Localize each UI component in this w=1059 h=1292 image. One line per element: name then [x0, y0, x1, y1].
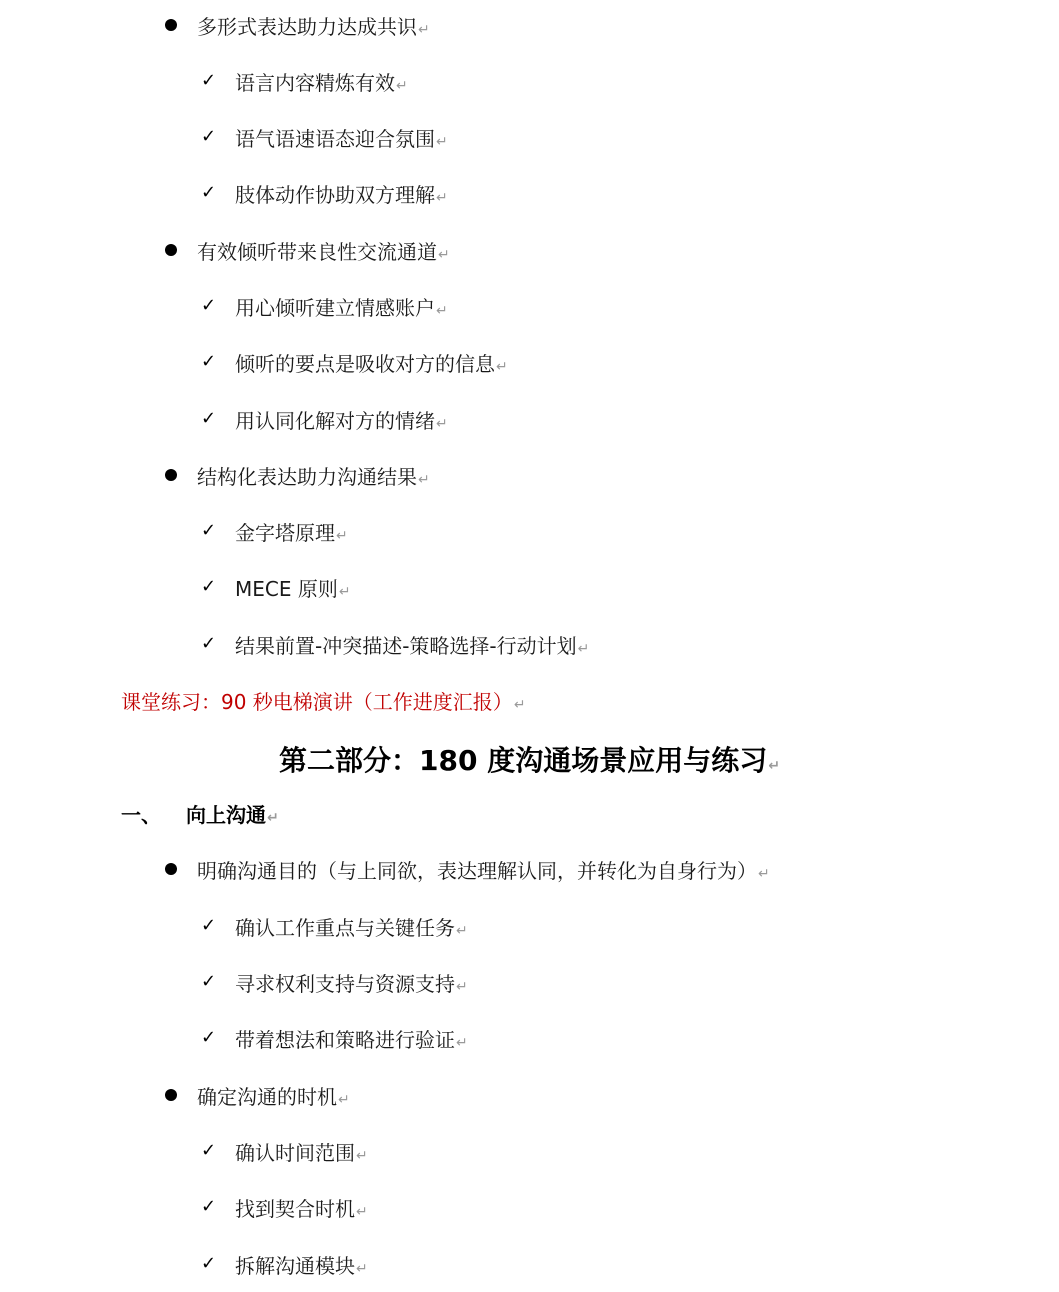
paragraph-mark-icon: ↵ — [456, 978, 468, 995]
checkmark-icon: ✓ — [201, 1140, 217, 1161]
paragraph-mark-icon: ↵ — [336, 527, 348, 544]
bullet-dot-icon — [165, 863, 177, 875]
line-text-wrap — [235, 1137, 368, 1166]
paragraph-mark-icon: ↵ — [758, 865, 770, 882]
line-text-wrap — [235, 123, 448, 152]
line-text-wrap — [235, 348, 508, 377]
paragraph-mark-icon: ↵ — [496, 358, 508, 375]
line-text-wrap — [235, 292, 448, 321]
checkmark-icon: ✓ — [201, 295, 217, 316]
line-text: 金字塔原理 — [235, 520, 335, 545]
paragraph-mark-icon: ↵ — [418, 471, 430, 488]
line-text: 拆解沟通模块 — [235, 1253, 355, 1278]
paragraph-mark-icon: ↵ — [356, 1260, 368, 1277]
line-text-wrap — [235, 1024, 468, 1053]
checkmark-icon: ✓ — [201, 520, 217, 541]
line-text: MECE 原则 — [235, 576, 338, 601]
checkmark-icon: ✓ — [201, 1027, 217, 1048]
line-text: 带着想法和策略进行验证 — [235, 1027, 455, 1052]
paragraph-mark-icon: ↵ — [396, 77, 408, 94]
line-text-wrap — [235, 179, 448, 208]
paragraph-mark-icon: ↵ — [338, 1091, 350, 1108]
line-text: 肢体动作协助双方理解 — [235, 182, 435, 207]
line-text-wrap — [197, 1081, 350, 1110]
line-text: 确认时间范围 — [235, 1140, 355, 1165]
checkmark-icon: ✓ — [201, 1253, 217, 1274]
line-text: 语言内容精炼有效 — [235, 70, 395, 95]
line-text: 结果前置-冲突描述-策略选择-行动计划 — [235, 633, 577, 658]
checkmark-icon: ✓ — [201, 408, 217, 429]
line-text: 明确沟通目的（与上同欲，表达理解认同，并转化为自身行为） — [197, 858, 757, 883]
line-text-wrap — [197, 461, 430, 490]
line-text: 确定沟通的时机 — [197, 1084, 337, 1109]
line-text-wrap — [235, 405, 448, 434]
paragraph-mark-icon: ↵ — [418, 21, 430, 38]
line-text-wrap — [197, 855, 770, 884]
paragraph-mark-icon: ↵ — [768, 758, 780, 774]
line-text-wrap — [235, 1250, 368, 1279]
line-text: 倾听的要点是吸收对方的信息 — [235, 351, 495, 376]
paragraph-mark-icon: ↵ — [438, 246, 450, 263]
paragraph-mark-icon: ↵ — [436, 133, 448, 150]
line-text: 用认同化解对方的情绪 — [235, 408, 435, 433]
paragraph-mark-icon: ↵ — [338, 583, 351, 600]
paragraph-mark-icon: ↵ — [356, 1203, 368, 1220]
line-text: 语气语速语态迎合氛围 — [235, 126, 435, 151]
bullet-dot-icon — [165, 244, 177, 256]
checkmark-icon: ✓ — [201, 576, 217, 597]
line-text-wrap — [235, 67, 408, 96]
paragraph-mark-icon: ↵ — [356, 1147, 368, 1164]
line-text-wrap — [235, 573, 351, 602]
line-text-wrap — [235, 1193, 368, 1222]
line-text: 多形式表达助力达成共识 — [197, 14, 417, 39]
bullet-dot-icon — [165, 19, 177, 31]
checkmark-icon: ✓ — [201, 126, 217, 147]
paragraph-mark-icon: ↵ — [267, 809, 279, 826]
line-text: 用心倾听建立情感账户 — [235, 295, 435, 320]
checkmark-icon: ✓ — [201, 351, 217, 372]
checkmark-icon: ✓ — [201, 633, 217, 654]
line-text-wrap — [197, 11, 430, 40]
paragraph-mark-icon: ↵ — [436, 302, 448, 319]
paragraph-mark-icon: ↵ — [456, 1034, 468, 1051]
line-text-wrap — [235, 517, 348, 546]
line-text-wrap — [197, 236, 450, 265]
line-text: 第二部分：180 度沟通场景应用与练习 — [279, 744, 768, 777]
line-text-wrap — [186, 799, 279, 828]
line-text-wrap — [235, 912, 468, 941]
line-text: 找到契合时机 — [235, 1196, 355, 1221]
checkmark-icon: ✓ — [201, 915, 217, 936]
paragraph-mark-icon: ↵ — [513, 696, 526, 713]
line-text-wrap — [235, 968, 468, 997]
line-text: 确认工作重点与关键任务 — [235, 915, 455, 940]
line-text-wrap — [0, 739, 1059, 779]
paragraph-mark-icon: ↵ — [456, 922, 468, 939]
checkmark-icon: ✓ — [201, 182, 217, 203]
line-text-wrap — [235, 630, 589, 659]
line-text-wrap — [121, 686, 526, 715]
line-text: 向上沟通 — [186, 802, 266, 827]
paragraph-mark-icon: ↵ — [577, 640, 590, 657]
paragraph-mark-icon: ↵ — [436, 415, 448, 432]
line-text: 结构化表达助力沟通结果 — [197, 464, 417, 489]
line-text: 寻求权利支持与资源支持 — [235, 971, 455, 996]
paragraph-mark-icon: ↵ — [436, 189, 448, 206]
line-text: 课堂练习：90 秒电梯演讲（工作进度汇报） — [121, 689, 513, 714]
checkmark-icon: ✓ — [201, 971, 217, 992]
section-number: 一、 — [121, 802, 161, 827]
bullet-dot-icon — [165, 1089, 177, 1101]
checkmark-icon: ✓ — [201, 1196, 217, 1217]
checkmark-icon: ✓ — [201, 70, 217, 91]
bullet-dot-icon — [165, 469, 177, 481]
line-text: 有效倾听带来良性交流通道 — [197, 239, 437, 264]
